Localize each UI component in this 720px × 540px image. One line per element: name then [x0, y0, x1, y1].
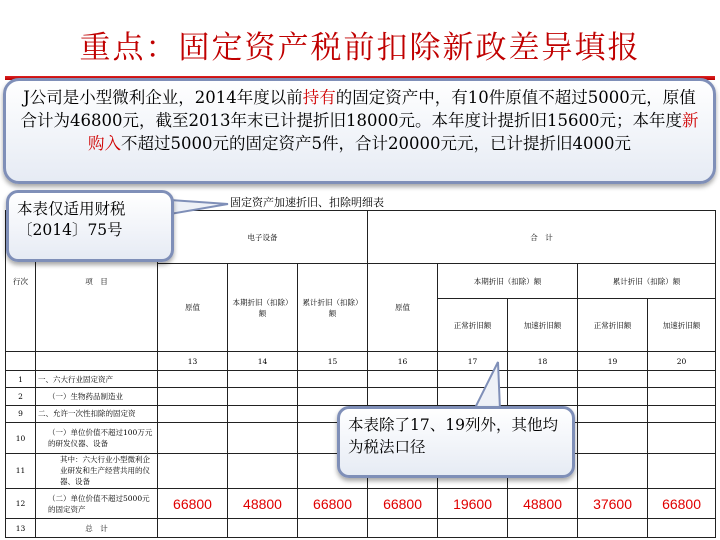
cell-value: 19600 — [438, 488, 508, 519]
cell-value: 48800 — [508, 488, 578, 519]
table-title: 固定资产加速折旧、扣除明细表 — [230, 196, 384, 209]
table-row — [6, 388, 716, 405]
row-label: 总 计 — [36, 519, 158, 538]
column-number: 18 — [508, 352, 578, 370]
row-label: （一）生物药品制造业 — [36, 388, 158, 405]
row-label: 一、六大行业固定资产 — [36, 370, 158, 387]
table-row — [6, 488, 716, 519]
row-number: 13 — [6, 519, 36, 538]
header-normal-depreciation-cumulative: 正常折旧额 — [578, 299, 648, 352]
row-number: 10 — [6, 423, 36, 454]
table-row — [6, 370, 716, 387]
row-label: （一）单位价值不超过100万元的研发仪器、设备 — [36, 423, 158, 454]
column-number: 14 — [228, 352, 298, 370]
header-cumulative-depreciation: 累计折旧（扣除）额 — [298, 264, 368, 352]
column-number: 13 — [158, 352, 228, 370]
column-note-text: 本表除了17、19列外，其他均为税法口径 — [348, 416, 558, 456]
callout-pointer — [460, 360, 510, 412]
column-number: 19 — [578, 352, 648, 370]
column-note-callout — [337, 406, 575, 478]
case-highlight-new-purchase: 新购入 — [88, 111, 699, 153]
header-item: 项 目 — [36, 211, 158, 352]
row-label: （二）单位价值不超过5000元的固定资产 — [36, 488, 158, 519]
header-normal-depreciation-period: 正常折旧额 — [438, 299, 508, 352]
row-number: 2 — [6, 388, 36, 405]
case-text-part1: J公司是小型微利企业，2014年度以前 — [23, 88, 303, 107]
header-accelerated-depreciation-period: 加速折旧额 — [508, 299, 578, 352]
case-description-callout — [3, 78, 716, 184]
cell-value: 37600 — [578, 488, 648, 519]
column-number: 17 — [438, 352, 508, 370]
header-accelerated-depreciation-cumulative: 加速折旧额 — [648, 299, 716, 352]
header-cumulative-depreciation-total: 累计折旧（扣除）额 — [578, 264, 716, 299]
header-electronic-equipment: 电子设备 — [158, 211, 368, 264]
header-original-value: 原值 — [158, 264, 228, 352]
cell-value: 66800 — [298, 488, 368, 519]
header-period-depreciation: 本期折旧（扣除）额 — [228, 264, 298, 352]
row-number: 12 — [6, 488, 36, 519]
header-original-value-total: 原值 — [368, 264, 438, 352]
row-number: 9 — [6, 405, 36, 422]
callout-pointer — [170, 196, 230, 218]
row-number: 11 — [6, 453, 36, 488]
row-label: 其中：六大行业小型微利企业研发和生产经营共用的仪器、设备 — [36, 453, 158, 488]
scope-note-callout — [6, 190, 174, 262]
column-number: 20 — [648, 352, 716, 370]
case-text-part2: 的固定资产中，有10件原值不超过5000元，原值合计为46800元，截至2013年末已计提折旧18000元。本年度计提折旧15600元；本年度 — [20, 88, 696, 130]
cell-value: 48800 — [228, 488, 298, 519]
case-highlight-held: 持有 — [302, 88, 336, 107]
header-period-depreciation-total: 本期折旧（扣除）额 — [438, 264, 578, 299]
table-row — [6, 519, 716, 538]
case-text-part3: 不超过5000元的固定资产5件，合计20000元元，已计提折旧4000元 — [121, 134, 631, 153]
column-number: 16 — [368, 352, 438, 370]
cell-value: 66800 — [368, 488, 438, 519]
row-label: 二、允许一次性扣除的固定资 — [36, 405, 158, 422]
column-number: 15 — [298, 352, 368, 370]
header-total: 合 计 — [368, 211, 716, 264]
case-description-text — [18, 86, 701, 155]
cell-value: 66800 — [648, 488, 716, 519]
page-title: 重点：固定资产税前扣除新政差异填报 — [79, 30, 641, 66]
header-rownum: 行次 — [6, 211, 36, 352]
row-number: 1 — [6, 370, 36, 387]
cell-value: 66800 — [158, 488, 228, 519]
scope-note-text: 本表仅适用财税〔2014〕75号 — [17, 200, 126, 239]
